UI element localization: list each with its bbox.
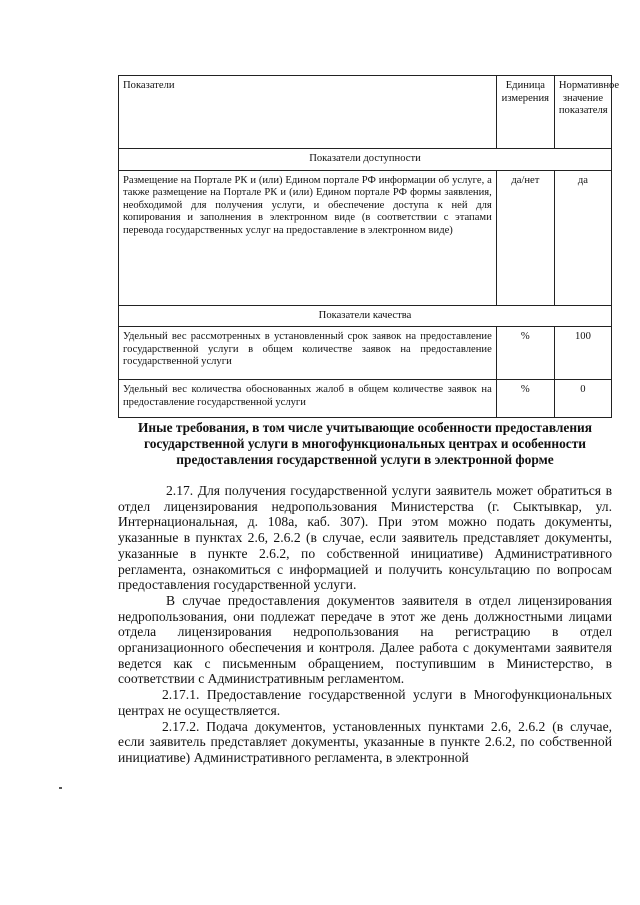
indicator-value: 0 [554,380,611,418]
table-header-row [119,76,612,149]
indicator-unit: % [496,380,554,418]
section-heading: Иные требования, в том числе учитывающие особенности предоставления государственной услуги в многофункциональных центрах и особенности предоставления государственной услуги в электронной форме [137,420,593,467]
section-title: Показатели качества [119,305,612,327]
section-title: Показатели доступности [119,149,612,171]
indicator-name: Удельный вес рассмотренных в установленный срок заявок на предоставление государственной услуги в общем количестве заявок на предоставление государственной услуги [119,327,497,380]
indicator-value: да [554,170,611,305]
indicator-name: Размещение на Портале РК и (или) Едином портале РФ информации об услуге, а также размещение на Портале РК и (или) Едином портале РФ формы заявления, необходимой для получения услуги, и обеспечение доступа к ней для копирования и заполнения в электронном виде (в соответствии с этапами перевода государственных услуг на предоставление в электронном виде) [119,170,497,305]
indicator-name: Удельный вес количества обоснованных жалоб в общем количестве заявок на предоставление государственной услуги [119,380,497,418]
indicators-table [118,75,620,418]
table-row [119,380,612,418]
table-row [119,327,612,380]
table-row [119,170,612,305]
paragraph-2-17-1: 2.17.1. Предоставление государственной услуги в Многофункциональных центрах не осуществляется. [118,687,612,718]
indicator-unit: % [496,327,554,380]
indicator-value: 100 [554,327,611,380]
header-normative-value: Нормативное значение показателя [554,76,611,149]
indicator-unit: да/нет [496,170,554,305]
paragraph-2-17: 2.17. Для получения государственной услуги заявитель может обратиться в отдел лицензирования недропользования Министерства (г. Сыктывкар, ул. Интернациональная, д. 108а, каб. 307). При этом можно подать документы, указанные в пунктах 2.6, 2.6.2 (в случае, если заявитель представляет документы, указанные в пункте 2.6.2, по собственной инициативе) Административного регламента, ознакомиться с информацией и получить консультацию по вопросам предоставления государственной услуги. [118,483,612,593]
section-row-accessibility [119,149,612,171]
scan-speck [59,787,62,789]
header-indicators: Показатели [119,76,497,149]
paragraph-submission: В случае предоставления документов заявителя в отдел лицензирования недропользования, они подлежат передаче в этот же день должностными лицами отдела лицензирования недропользования на регистрацию в отдел организационного обеспечения и контроля. Далее работа с документами заявителя ведется как с письменным обращением, поступившим в Министерство, в соответствии с Административным регламентом. [118,592,612,687]
body-text [118,483,612,766]
section-row-quality [119,305,612,327]
paragraph-2-17-2: 2.17.2. Подача документов, установленных пунктами 2.6, 2.6.2 (в случае, если заявитель представляет документы, указанные в пункте 2.6.2, по собственной инициативе) Административного регламента, в электронной [118,718,612,765]
header-unit: Единица измерения [496,76,554,149]
